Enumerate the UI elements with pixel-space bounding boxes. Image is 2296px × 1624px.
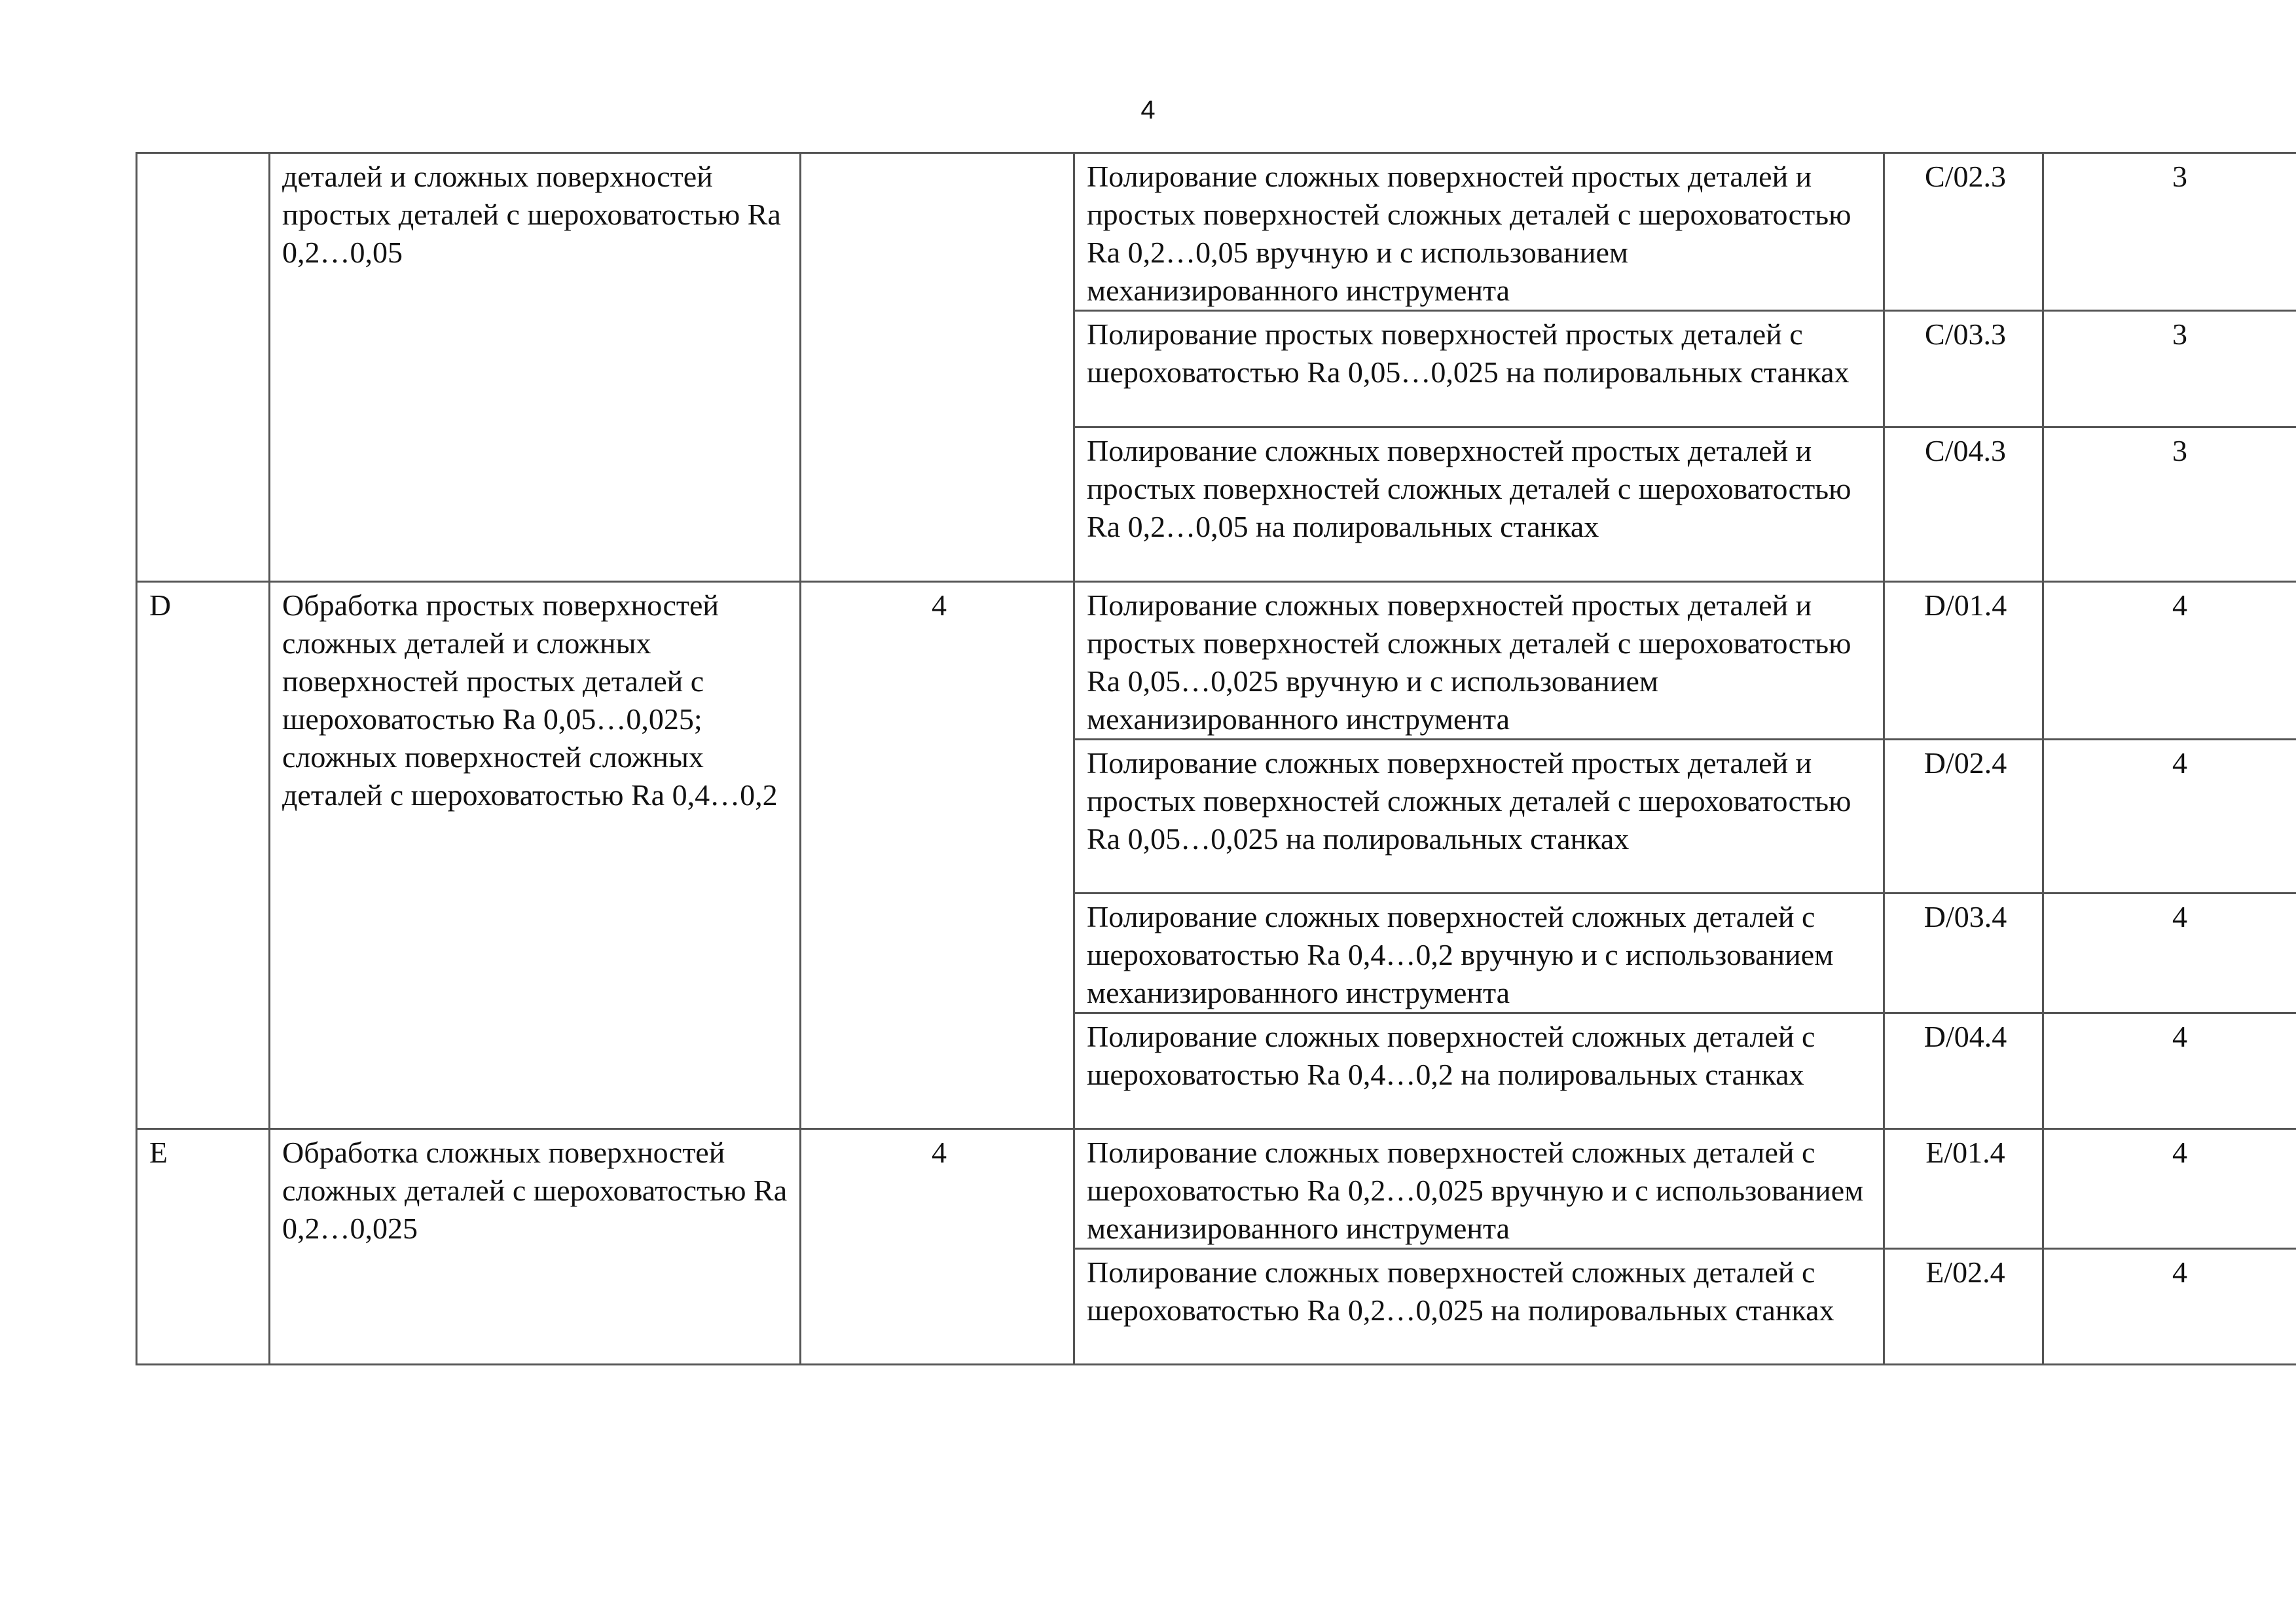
- generalized-function-name: деталей и сложных поверхностей простых деталей с шероховатостью Ra 0,2…0,05: [270, 153, 801, 582]
- labor-function-code: D/01.4: [1884, 582, 2043, 740]
- generalized-function-code: D: [137, 582, 270, 1129]
- labor-function-level: 4: [2043, 1013, 2296, 1129]
- labor-function-code: D/02.4: [1884, 740, 2043, 893]
- page-number: 4: [1140, 96, 1156, 124]
- labor-function-name: Полирование сложных поверхностей простых деталей и простых поверхностей сложных деталей с шероховатостью Ra 0,05…0,025 вручную и с использованием механизированного инструмента: [1074, 582, 1884, 740]
- generalized-function-name: Обработка простых поверхностей сложных деталей и сложных поверхностей простых деталей с шероховатостью Ra 0,05…0,025; сложных поверхностей сложных деталей с шероховатостью Ra 0,4…0,2: [270, 582, 801, 1129]
- table-row: [137, 153, 2296, 311]
- labor-function-level: 4: [2043, 740, 2296, 893]
- qualification-level: 4: [801, 1129, 1074, 1365]
- generalized-function-code: E: [137, 1129, 270, 1365]
- labor-function-name: Полирование сложных поверхностей сложных деталей с шероховатостью Ra 0,4…0,2 на полировальных станках: [1074, 1013, 1884, 1129]
- labor-function-level: 3: [2043, 311, 2296, 427]
- labor-function-level: 3: [2043, 427, 2296, 582]
- table-row: [137, 1129, 2296, 1249]
- labor-function-level: 4: [2043, 582, 2296, 740]
- labor-function-level: 4: [2043, 1129, 2296, 1249]
- labor-function-code: D/03.4: [1884, 893, 2043, 1013]
- labor-function-name: Полирование сложных поверхностей сложных деталей с шероховатостью Ra 0,4…0,2 вручную и с использованием механизированного инструмента: [1074, 893, 1884, 1013]
- labor-function-name: Полирование сложных поверхностей простых деталей и простых поверхностей сложных деталей с шероховатостью Ra 0,2…0,05 на полировальных станках: [1074, 427, 1884, 582]
- labor-function-code: C/02.3: [1884, 153, 2043, 311]
- generalized-function-code: [137, 153, 270, 582]
- labor-function-code: E/01.4: [1884, 1129, 2043, 1249]
- labor-function-level: 3: [2043, 153, 2296, 311]
- labor-function-name: Полирование сложных поверхностей сложных деталей с шероховатостью Ra 0,2…0,025 на полировальных станках: [1074, 1249, 1884, 1365]
- generalized-function-name: Обработка сложных поверхностей сложных деталей с шероховатостью Ra 0,2…0,025: [270, 1129, 801, 1365]
- labor-function-name: Полирование сложных поверхностей простых деталей и простых поверхностей сложных деталей с шероховатостью Ra 0,2…0,05 вручную и с использованием механизированного инструмента: [1074, 153, 1884, 311]
- labor-function-code: D/04.4: [1884, 1013, 2043, 1129]
- labor-function-level: 4: [2043, 893, 2296, 1013]
- labor-function-name: Полирование простых поверхностей простых деталей с шероховатостью Ra 0,05…0,025 на полировальных станках: [1074, 311, 1884, 427]
- table-row: [137, 582, 2296, 740]
- functions-table: [136, 152, 2296, 1365]
- labor-function-name: Полирование сложных поверхностей сложных деталей с шероховатостью Ra 0,2…0,025 вручную и с использованием механизированного инструмента: [1074, 1129, 1884, 1249]
- labor-function-level: 4: [2043, 1249, 2296, 1365]
- qualification-level: [801, 153, 1074, 582]
- labor-function-code: C/03.3: [1884, 311, 2043, 427]
- qualification-level: 4: [801, 582, 1074, 1129]
- labor-function-code: C/04.3: [1884, 427, 2043, 582]
- labor-function-code: E/02.4: [1884, 1249, 2043, 1365]
- labor-function-name: Полирование сложных поверхностей простых деталей и простых поверхностей сложных деталей с шероховатостью Ra 0,05…0,025 на полировальных станках: [1074, 740, 1884, 893]
